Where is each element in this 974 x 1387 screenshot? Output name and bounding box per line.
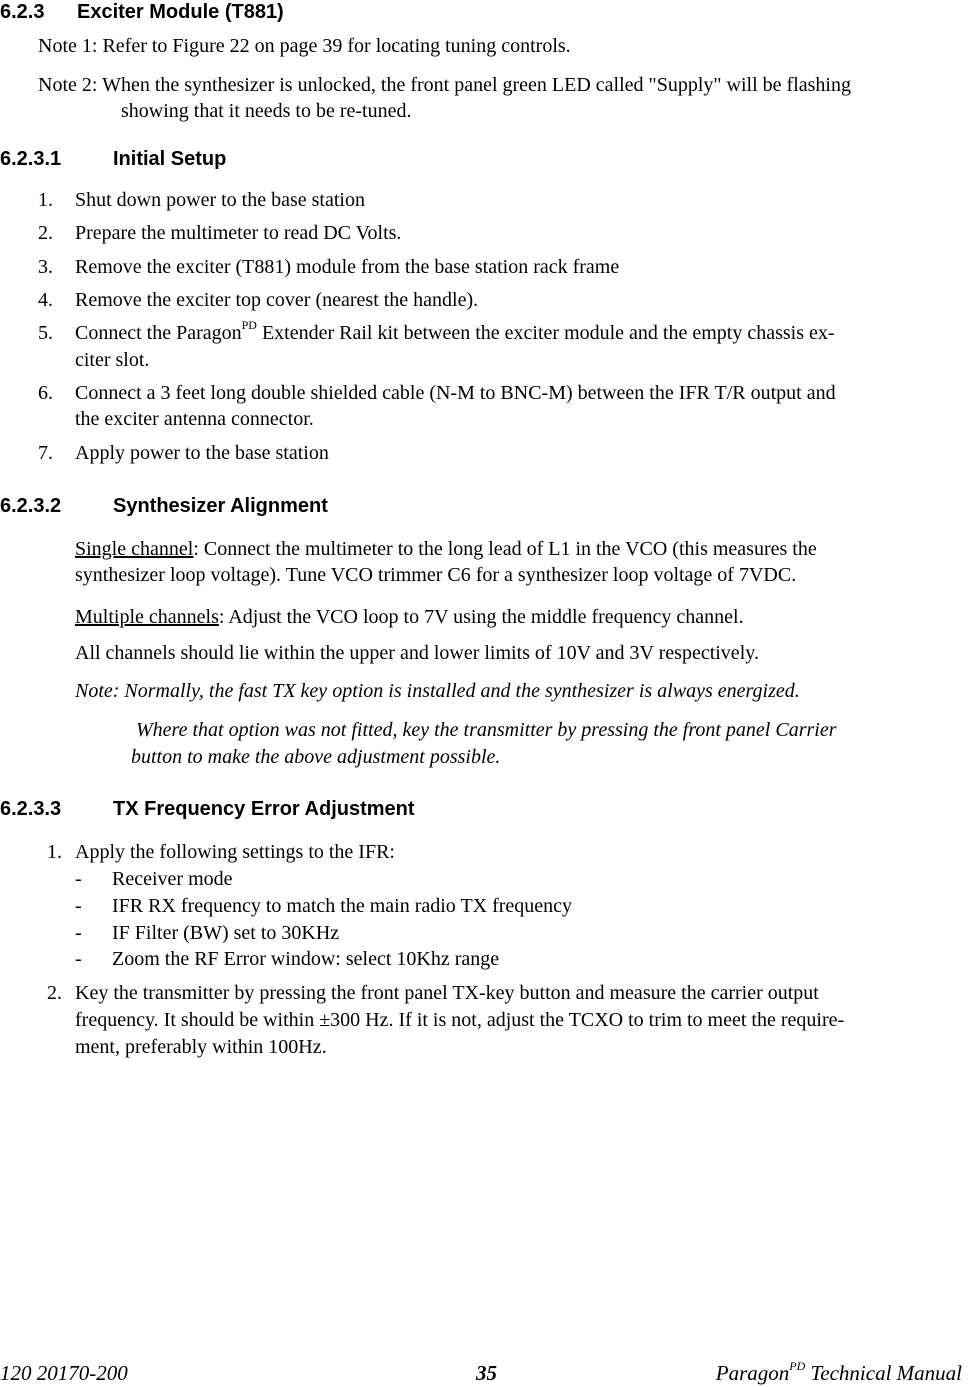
list-number: 6. <box>38 382 53 404</box>
list-item-step-4 <box>38 287 479 314</box>
list-text: Connect a 3 feet long double shielded cable (N-M to BNC-M) between the IFR T/R output and <box>75 382 836 404</box>
sub-list-text: IF Filter (BW) set to 30KHz <box>112 922 340 944</box>
list-item-step-6-continued: the exciter antenna connector. <box>75 408 314 430</box>
list-item-tx-step-1 <box>47 839 395 866</box>
sub-list-item <box>75 946 500 973</box>
list-item-step-2 <box>38 220 402 247</box>
dash: - <box>75 895 82 917</box>
list-text: Apply the following settings to the IFR: <box>75 841 395 863</box>
list-item-step-1 <box>38 187 365 214</box>
list-number: 3. <box>38 256 53 278</box>
sub-list-text: IFR RX frequency to match the main radio TX frequency <box>112 895 573 917</box>
sub-list-item <box>75 920 340 947</box>
dash: - <box>75 948 82 970</box>
section-number: 6.2.3.2 <box>0 495 62 517</box>
section-heading-initial-setup <box>0 146 400 173</box>
list-item-step-5-continued: citer slot. <box>75 349 150 371</box>
section-title: TX Frequency Error Adjustment <box>113 798 415 820</box>
list-text-cont: Extender Rail kit between the exciter module and the empty chassis ex- <box>256 322 835 344</box>
dash: - <box>75 868 82 890</box>
list-text: Prepare the multimeter to read DC Volts. <box>75 222 402 244</box>
footer-manual-title <box>716 1360 962 1387</box>
list-item-step-5 <box>38 318 835 347</box>
section-heading-tx-frequency-error <box>0 796 600 823</box>
manual-superscript: PD <box>789 1359 806 1373</box>
list-text: Key the transmitter by pressing the front panel TX-key button and measure the carrier output <box>75 982 819 1004</box>
channel-limits-text: All channels should lie within the upper and lower limits of 10V and 3V respectively. <box>75 642 759 664</box>
footer-doc-number: 120 20170-200 <box>0 1361 128 1385</box>
note-2-continued: showing that it needs to be re-tuned. <box>121 100 412 122</box>
list-number: 5. <box>38 322 53 344</box>
note-text: Refer to Figure 22 on page 39 for locating tuning controls. <box>102 35 571 57</box>
section-title: Synthesizer Alignment <box>113 495 328 517</box>
italic-note-continued: Where that option was not fitted, key the transmitter by pressing the front panel Carrier <box>136 719 837 741</box>
list-text <box>75 320 835 347</box>
list-number: 2. <box>38 222 53 244</box>
section-title: Exciter Module (T881) <box>77 1 284 23</box>
product-name: Connect the Paragon <box>75 322 242 344</box>
paragraph-text: : Adjust the VCO loop to 7V using the middle frequency channel. <box>218 606 744 628</box>
section-number: 6.2.3.3 <box>0 798 62 820</box>
multiple-channels-paragraph <box>75 604 744 631</box>
note-prefix: Note 2: <box>38 74 103 96</box>
list-text: Apply power to the base station <box>75 442 329 464</box>
sub-list-text: Zoom the RF Error window: select 10Khz range <box>112 948 500 970</box>
list-item-tx-step-2-continued: frequency. It should be within ±300 Hz. If it is not, adjust the TCXO to trim to meet the require- <box>75 1009 845 1031</box>
multiple-channels-label: Multiple channels <box>75 606 219 628</box>
sub-list-item <box>75 866 233 893</box>
italic-note: Note: Normally, the fast TX key option is installed and the synthesizer is always energized. <box>75 680 800 702</box>
note-2 <box>38 72 851 99</box>
note-text: When the synthesizer is unlocked, the front panel green LED called "Supply" will be flashing <box>102 74 851 96</box>
list-number: 4. <box>38 289 53 311</box>
list-number: 1. <box>38 189 53 211</box>
manual-suffix: Technical Manual <box>805 1361 962 1385</box>
section-number: 6.2.3.1 <box>0 148 62 170</box>
list-item-step-7 <box>38 440 329 467</box>
sub-list-item <box>75 893 573 920</box>
list-item-tx-step-2 <box>47 980 819 1007</box>
paragraph-text: : Connect the multimeter to the long lead of L1 in the VCO (this measures the <box>193 538 817 560</box>
dash: - <box>75 922 82 944</box>
list-item-step-6 <box>38 380 836 407</box>
product-superscript: PD <box>241 318 257 333</box>
list-text: Remove the exciter (T881) module from the base station rack frame <box>75 256 620 278</box>
single-channel-label: Single channel <box>75 538 194 560</box>
italic-note-continued-2: button to make the above adjustment possible. <box>131 746 501 768</box>
list-number: 2. <box>47 982 62 1004</box>
footer-page-number: 35 <box>476 1361 497 1385</box>
list-item-tx-step-2-continued-2: ment, preferably within 100Hz. <box>75 1036 327 1058</box>
single-channel-paragraph-continued: synthesizer loop voltage). Tune VCO trimmer C6 for a synthesizer loop voltage of 7VDC. <box>75 564 797 586</box>
single-channel-paragraph <box>75 536 817 563</box>
note-prefix: Note 1: <box>38 35 103 57</box>
list-number: 7. <box>38 442 53 464</box>
sub-list-text: Receiver mode <box>112 868 233 890</box>
list-number: 1. <box>47 841 62 863</box>
list-text: Remove the exciter top cover (nearest the handle). <box>75 289 479 311</box>
list-text: Shut down power to the base station <box>75 189 365 211</box>
note-1 <box>38 33 571 60</box>
list-item-step-3 <box>38 254 620 281</box>
manual-name: Paragon <box>715 1361 790 1385</box>
section-number: 6.2.3 <box>0 1 45 23</box>
section-title: Initial Setup <box>113 148 227 170</box>
section-heading-synthesizer-alignment <box>0 493 500 520</box>
